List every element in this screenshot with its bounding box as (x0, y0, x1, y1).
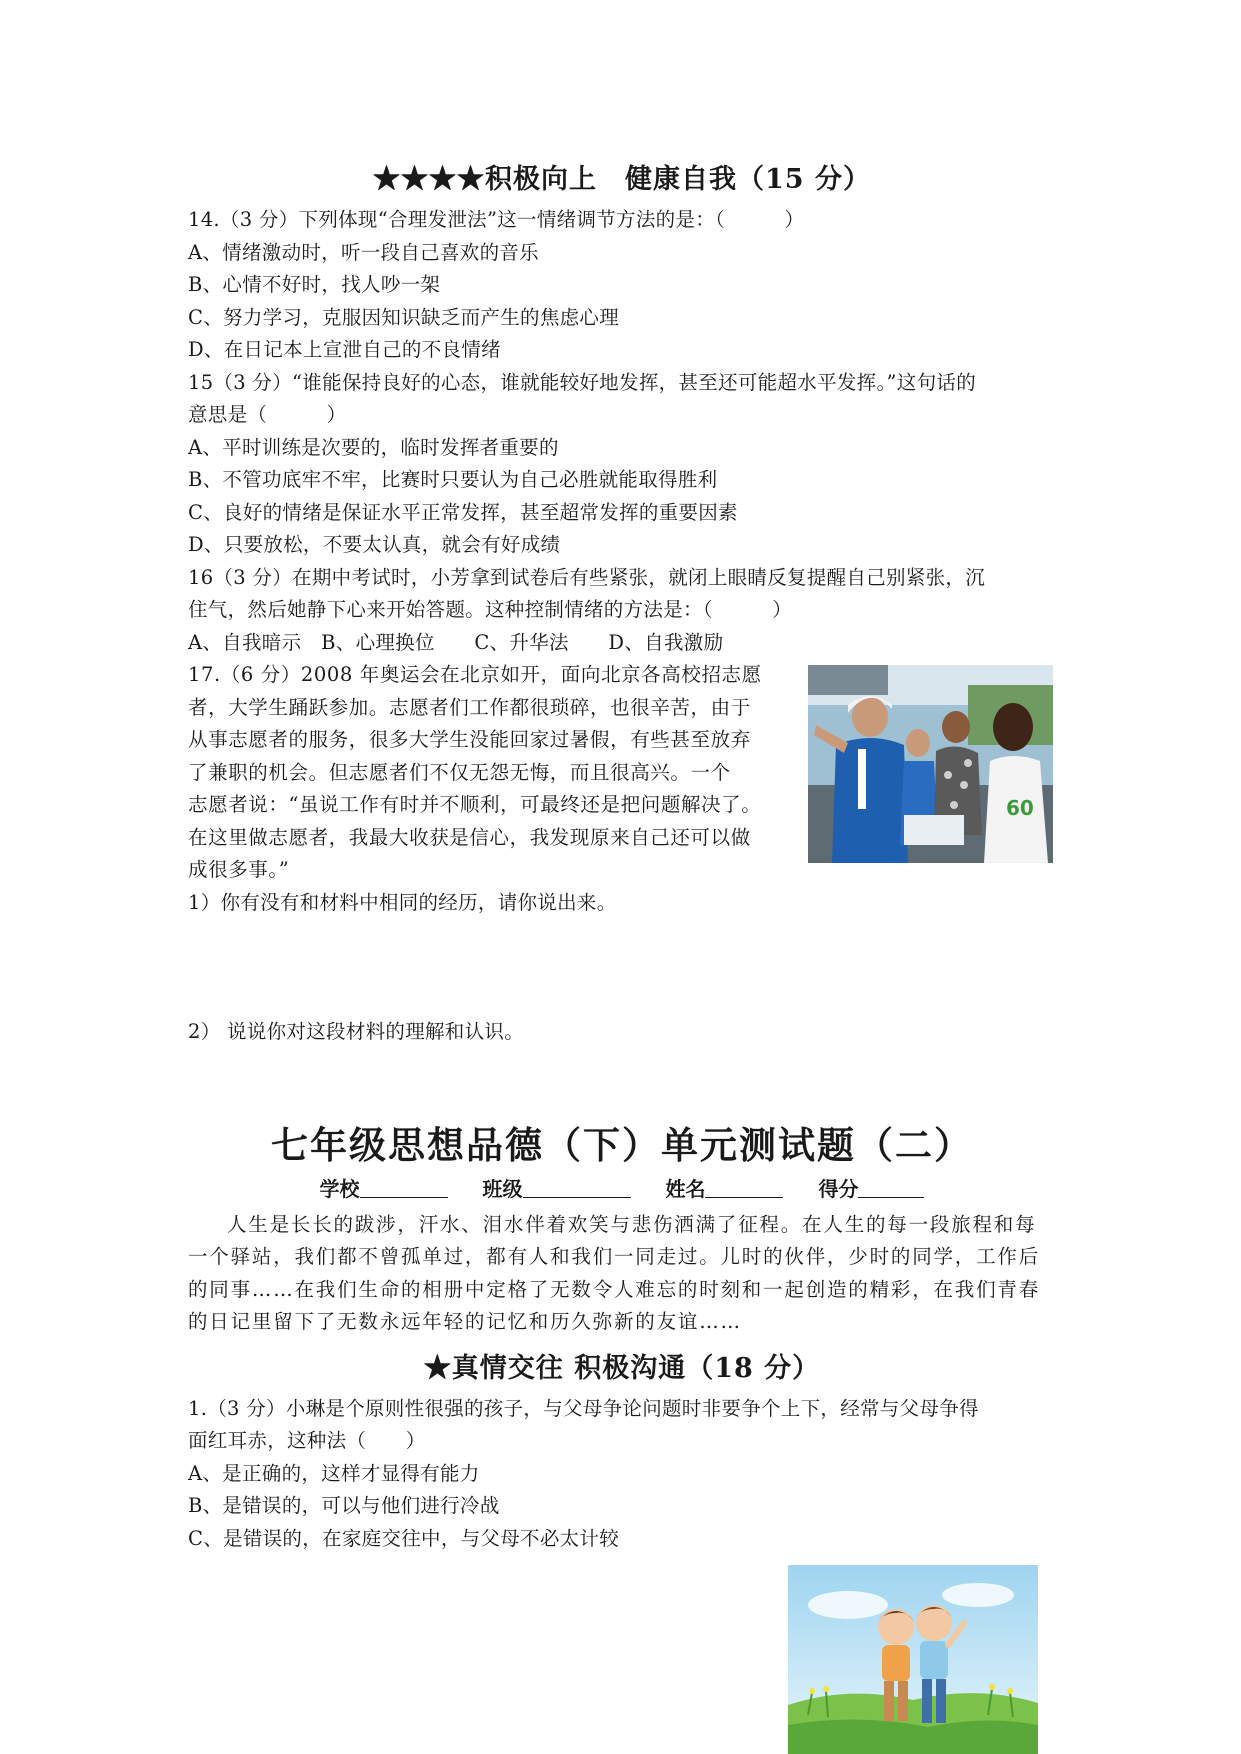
name-blank (705, 1177, 783, 1198)
score-label: 得分 (818, 1176, 859, 1201)
q17-line: 了兼职的机会。但志愿者们不仅无怨无悔，而且很高兴。一个 (188, 760, 731, 784)
q1-stem-line1: 1.（3 分）小琳是个原则性很强的孩子，与父母争论问题时非要争个上下，经常与父母争得 (188, 1396, 979, 1420)
q17-line: 成很多事。” (188, 858, 290, 881)
school-field (320, 1173, 448, 1205)
class-field (483, 1173, 631, 1205)
svg-text:60: 60 (1006, 796, 1034, 820)
score-field (818, 1173, 924, 1205)
section2-title: ★真情交往 积极沟通（18 分） (423, 1352, 821, 1384)
question-16 (188, 562, 1056, 660)
score-blank (858, 1177, 924, 1198)
q15-stem-line1: 15（3 分）“谁能保持良好的心态，谁就能较好地发挥，甚至还可能超水平发挥。”这句话的 (188, 370, 977, 394)
q15-stem-line2: 意思是（ ） (188, 403, 347, 426)
q1-option-c: C、是错误的，在家庭交往中，与父母不必太计较 (188, 1526, 620, 1550)
q15-option-b: B、不管功底牢不牢，比赛时只要认为自己必胜就能取得胜利 (188, 468, 718, 491)
q14-option-c: C、努力学习，克服因知识缺乏而产生的焦虑心理 (188, 305, 620, 329)
q14-stem: 14.（3 分）下列体现“合理发泄法”这一情绪调节方法的是：（ ） (188, 208, 805, 231)
q14-option-b: B、心情不好时，找人吵一架 (188, 273, 441, 296)
intro-line: 人生是长长的跋涉，汗水、泪水伴着欢笑与悲伤洒满了征程。在人生的每一段旅程和每 (227, 1212, 1037, 1236)
q14-option-a: A、情绪激动时，听一段自己喜欢的音乐 (188, 240, 539, 264)
school-label: 学校 (319, 1176, 360, 1201)
q17-line: 从事志愿者的服务，很多大学生没能回家过暑假，有些甚至放弃 (188, 728, 751, 751)
q16-stem-line1: 16（3 分）在期中考试时，小芳拿到试卷后有些紧张，就闭上眼睛反复提醒自己别紧张，沉 (188, 565, 986, 589)
intro-paragraph (188, 1209, 1056, 1339)
q17-material (188, 659, 788, 887)
q16-options: A、自我暗示 B、心理换位 C、升华法 D、自我激励 (188, 630, 724, 654)
volunteers-photo (808, 665, 1053, 863)
q16-stem-line2: 住气，然后她静下心来开始答题。这种控制情绪的方法是：（ ） (188, 598, 793, 621)
intro-line: 的同事……在我们生命的相册中定格了无数令人难忘的时刻和一起创造的精彩，在我们青春 (188, 1277, 1041, 1301)
section1-title: ★★★★积极向上 健康自我（15 分） (373, 164, 871, 195)
question-1 (188, 1393, 1056, 1556)
name-label: 姓名 (665, 1176, 706, 1201)
name-field (665, 1173, 783, 1205)
q17-sub2: 2） 说说你对这段材料的理解和认识。 (188, 1020, 525, 1043)
q1-option-b: B、是错误的，可以与他们进行冷战 (188, 1494, 500, 1517)
q17-line: 17.（6 分）2008 年奥运会在北京如开，面向北京各高校招志愿 (188, 663, 762, 686)
q17-line: 者，大学生踊跃参加。志愿者们工作都很琐碎，也很辛苦，由于 (188, 695, 751, 719)
q14-option-d: D、在日记本上宣泄自己的不良情绪 (188, 338, 501, 361)
question-15 (188, 367, 1056, 562)
q1-stem-line2: 面红耳赤，这种法（ ） (188, 1429, 426, 1452)
question-17 (188, 659, 1056, 887)
q17-line: 在这里做志愿者，我最大收获是信心，我发现原来自己还可以做 (188, 825, 751, 849)
answer-space (188, 919, 1056, 1016)
question-14 (188, 204, 1056, 367)
intro-line: 一个驿站，我们都不曾孤单过，都有人和我们一同走过。儿时的伙伴，少时的同学，工作后 (188, 1245, 1041, 1268)
school-blank (360, 1177, 448, 1198)
intro-line: 的日记里留下了无数永远年轻的记忆和历久弥新的友谊…… (188, 1310, 742, 1333)
exam-info-row (188, 1173, 1056, 1205)
children-illustration (788, 1565, 1038, 1754)
class-blank (523, 1177, 631, 1198)
q17-line: 志愿者说：“虽说工作有时并不顺利，可最终还是把问题解决了。 (188, 793, 762, 816)
q15-option-d: D、只要放松，不要太认真，就会有好成绩 (188, 533, 561, 556)
exam-title: 七年级思想品德（下）单元测试题（二） (271, 1122, 973, 1167)
q15-option-a: A、平时训练是次要的，临时发挥者重要的 (188, 435, 559, 459)
q1-option-a: A、是正确的，这样才显得有能力 (188, 1461, 480, 1485)
q17-sub1: 1）你有没有和材料中相同的经历，请你说出来。 (188, 890, 617, 914)
q15-option-c: C、良好的情绪是保证水平正常发挥，甚至超常发挥的重要因素 (188, 500, 738, 524)
class-label: 班级 (482, 1176, 523, 1201)
page-content (188, 158, 1056, 1555)
